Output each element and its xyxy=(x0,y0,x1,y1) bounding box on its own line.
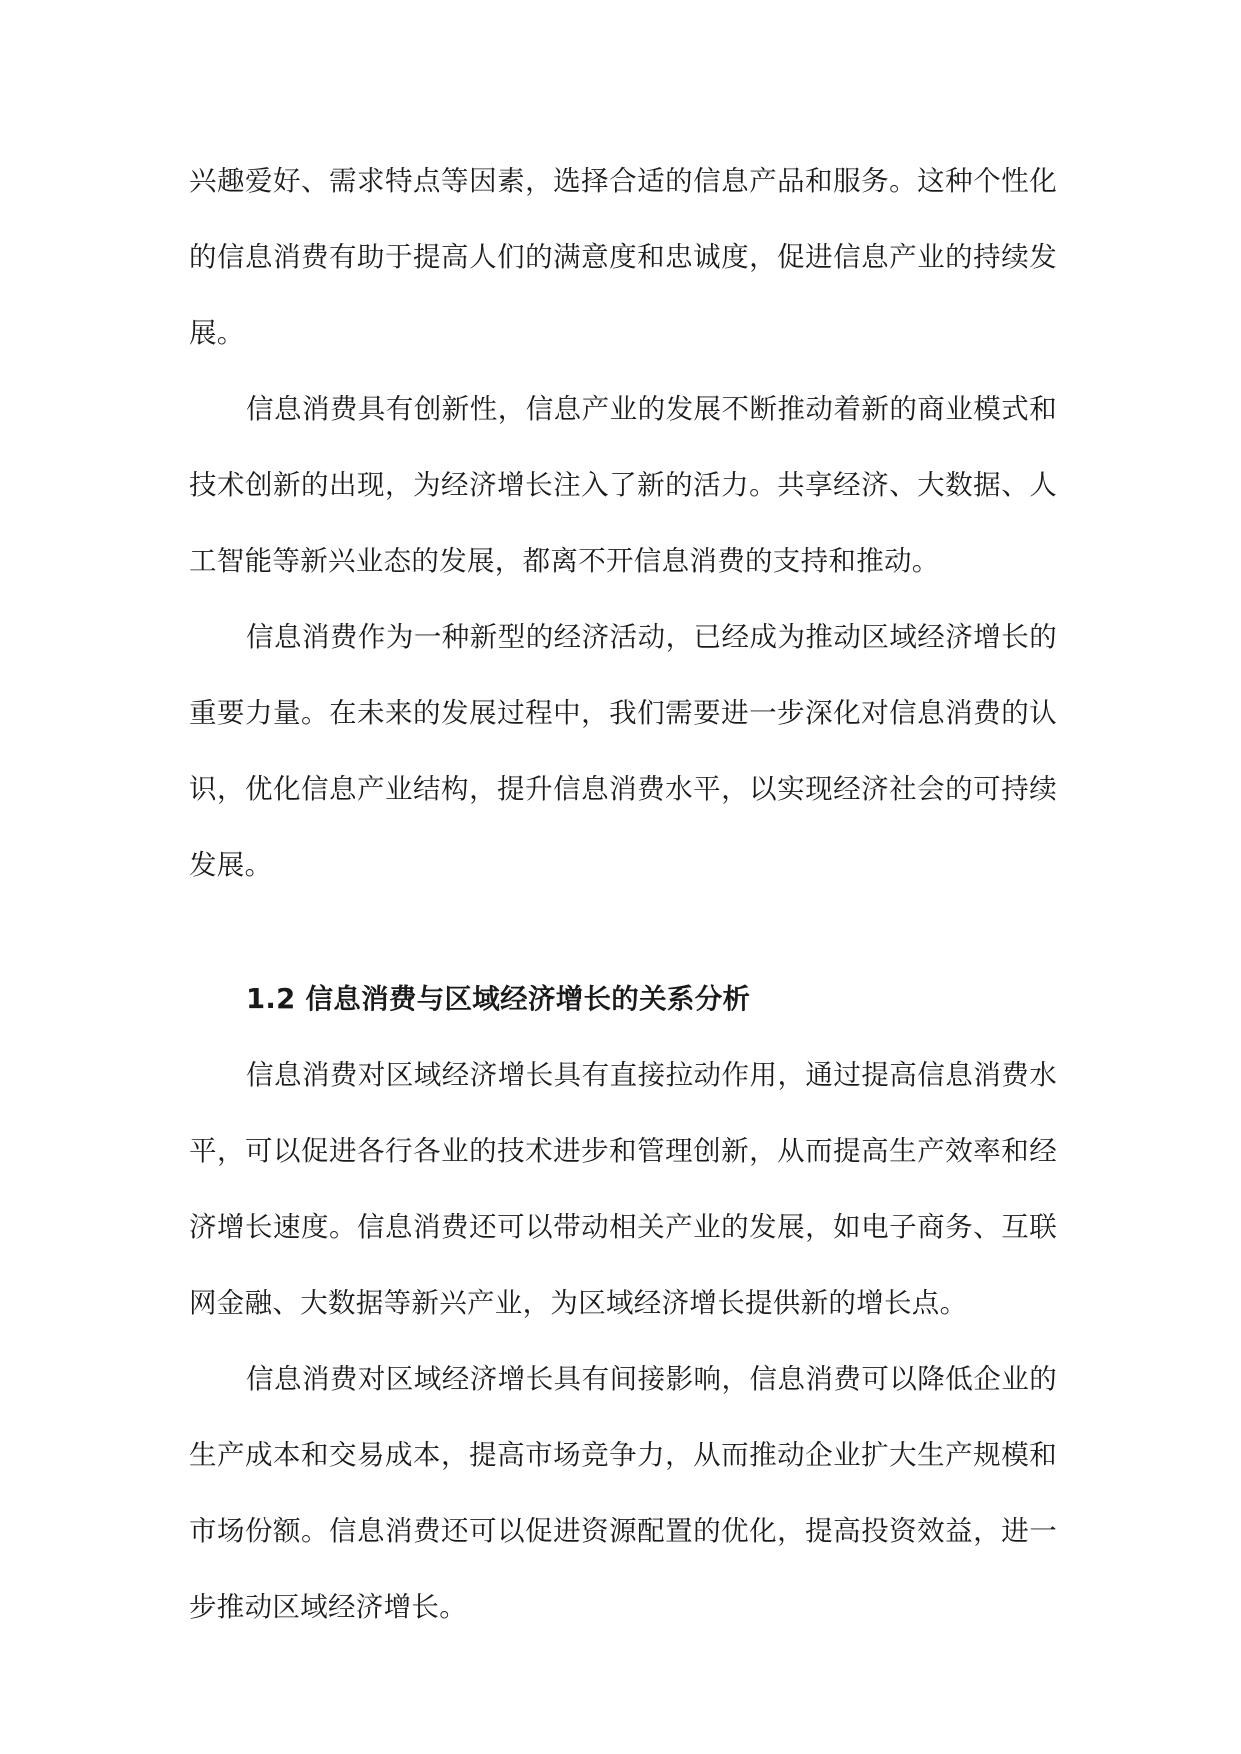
section-heading: 1.2 信息消费与区域经济增长的关系分析 xyxy=(246,983,751,1015)
paragraph-innovation: 信息消费具有创新性，信息产业的发展不断推动着新的商业模式和技术创新的出现，为经济增长注入了新的活力。共享经济、大数据、人工智能等新兴业态的发展，都离不开信息消费的支持和推动。 xyxy=(189,393,1057,577)
paragraph-continuation: 兴趣爱好、需求特点等因素，选择合适的信息产品和服务。这种个性化的信息消费有助于提高人们的满意度和忠诚度，促进信息产业的持续发展。 xyxy=(189,165,1057,349)
paragraph-indirect-effect: 信息消费对区域经济增长具有间接影响，信息消费可以降低企业的生产成本和交易成本，提高市场竞争力，从而推动企业扩大生产规模和市场份额。信息消费还可以促进资源配置的优化，提高投资效益，进一步推动区域经济增长。 xyxy=(189,1363,1057,1623)
document-body xyxy=(189,143,1057,1645)
paragraph-summary: 信息消费作为一种新型的经济活动，已经成为推动区域经济增长的重要力量。在未来的发展过程中，我们需要进一步深化对信息消费的认识，优化信息产业结构，提升信息消费水平，以实现经济社会的可持续发展。 xyxy=(189,621,1057,881)
paragraph-direct-effect: 信息消费对区域经济增长具有直接拉动作用，通过提高信息消费水平，可以促进各行各业的技术进步和管理创新，从而提高生产效率和经济增长速度。信息消费还可以带动相关产业的发展，如电子商务、互联网金融、大数据等新兴产业，为区域经济增长提供新的增长点。 xyxy=(189,1059,1057,1319)
